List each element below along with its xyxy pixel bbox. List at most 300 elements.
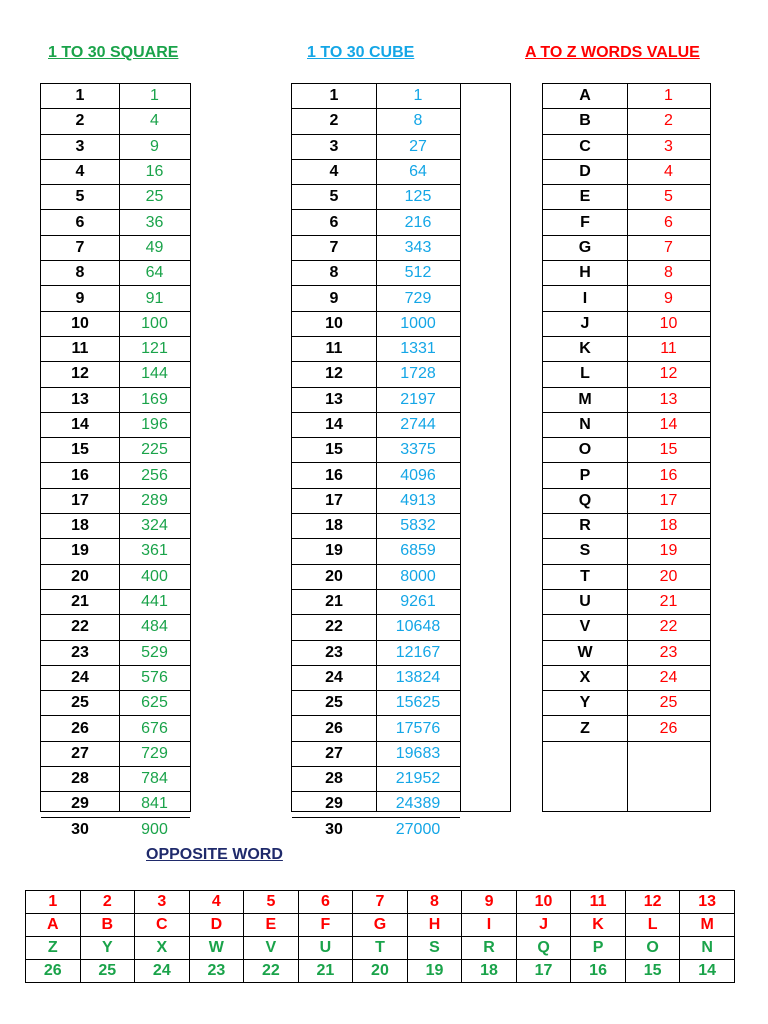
cube-row-value: 343 bbox=[376, 235, 460, 260]
square-row bbox=[41, 539, 190, 564]
cube-row-value: 2744 bbox=[376, 412, 460, 437]
opposite-cell: 1 bbox=[26, 891, 81, 914]
square-row-value: 36 bbox=[119, 210, 190, 235]
cube-row-key: 16 bbox=[292, 463, 376, 488]
opposite-cell: 26 bbox=[26, 960, 81, 983]
letter-row-key: K bbox=[543, 336, 627, 361]
square-row-value: 256 bbox=[119, 463, 190, 488]
cube-row-value: 1331 bbox=[376, 336, 460, 361]
opposite-cell: W bbox=[189, 937, 244, 960]
square-row-key: 14 bbox=[41, 412, 119, 437]
square-row bbox=[41, 185, 190, 210]
square-row bbox=[41, 261, 190, 286]
letter-row-key: A bbox=[543, 84, 627, 109]
cube-row bbox=[292, 767, 460, 792]
opposite-cell: Q bbox=[516, 937, 571, 960]
letter-row-value: 25 bbox=[627, 691, 710, 716]
letter-row-key: W bbox=[543, 640, 627, 665]
square-row bbox=[41, 438, 190, 463]
square-row-value: 225 bbox=[119, 438, 190, 463]
cube-row-value: 729 bbox=[376, 286, 460, 311]
letter-row-value: 4 bbox=[627, 159, 710, 184]
square-row-value: 25 bbox=[119, 185, 190, 210]
opposite-reverse-letter-row bbox=[26, 937, 735, 960]
square-row bbox=[41, 109, 190, 134]
cube-row bbox=[292, 817, 460, 842]
square-row-key: 24 bbox=[41, 665, 119, 690]
cube-heading: 1 TO 30 CUBE bbox=[307, 44, 415, 61]
letter-row-key: M bbox=[543, 387, 627, 412]
opposite-cell: 6 bbox=[298, 891, 353, 914]
letter-row-value: 6 bbox=[627, 210, 710, 235]
opposite-cell: D bbox=[189, 914, 244, 937]
letter-row-key: Y bbox=[543, 691, 627, 716]
opposite-cell: 21 bbox=[298, 960, 353, 983]
square-row-value: 121 bbox=[119, 336, 190, 361]
square-row bbox=[41, 615, 190, 640]
cube-row-key: 7 bbox=[292, 235, 376, 260]
opposite-cell: J bbox=[516, 914, 571, 937]
opposite-cell: 16 bbox=[571, 960, 626, 983]
opposite-cell: E bbox=[244, 914, 299, 937]
cube-row-value: 21952 bbox=[376, 767, 460, 792]
square-row-key: 19 bbox=[41, 539, 119, 564]
letter-row-value: 14 bbox=[627, 412, 710, 437]
square-row-key: 9 bbox=[41, 286, 119, 311]
letter-row-value: 18 bbox=[627, 514, 710, 539]
square-row-value: 64 bbox=[119, 261, 190, 286]
cube-row-value: 6859 bbox=[376, 539, 460, 564]
square-row-key: 17 bbox=[41, 488, 119, 513]
opposite-reverse-number-row bbox=[26, 960, 735, 983]
letter-row bbox=[543, 210, 710, 235]
opposite-cell: M bbox=[680, 914, 735, 937]
opposite-cell: 8 bbox=[407, 891, 462, 914]
opposite-cell: 19 bbox=[407, 960, 462, 983]
square-row bbox=[41, 716, 190, 741]
cube-row-value: 12167 bbox=[376, 640, 460, 665]
square-row-key: 4 bbox=[41, 159, 119, 184]
cube-row-value: 10648 bbox=[376, 615, 460, 640]
letter-row bbox=[543, 564, 710, 589]
cube-row-key: 22 bbox=[292, 615, 376, 640]
square-row-key: 3 bbox=[41, 134, 119, 159]
letter-row-key: X bbox=[543, 665, 627, 690]
cube-table bbox=[291, 83, 511, 838]
cube-row-key: 29 bbox=[292, 792, 376, 817]
cube-row-value: 1728 bbox=[376, 362, 460, 387]
square-row bbox=[41, 741, 190, 766]
letter-row-value: 24 bbox=[627, 665, 710, 690]
square-row-key: 23 bbox=[41, 640, 119, 665]
letter-row-key: C bbox=[543, 134, 627, 159]
letter-row-key: P bbox=[543, 463, 627, 488]
square-row bbox=[41, 488, 190, 513]
opposite-cell: V bbox=[244, 937, 299, 960]
letter-row bbox=[543, 463, 710, 488]
alphabet-value-table bbox=[542, 83, 711, 812]
cube-row-value: 216 bbox=[376, 210, 460, 235]
letter-row-value: 21 bbox=[627, 589, 710, 614]
cube-row bbox=[292, 210, 460, 235]
opposite-cell: K bbox=[571, 914, 626, 937]
cube-row bbox=[292, 412, 460, 437]
square-row-key: 8 bbox=[41, 261, 119, 286]
cube-row-value: 4096 bbox=[376, 463, 460, 488]
cube-row bbox=[292, 109, 460, 134]
letter-row-key: O bbox=[543, 438, 627, 463]
letter-row-key: Q bbox=[543, 488, 627, 513]
opposite-cell: A bbox=[26, 914, 81, 937]
cube-row bbox=[292, 84, 460, 109]
cube-row-key: 17 bbox=[292, 488, 376, 513]
cube-row-key: 1 bbox=[292, 84, 376, 109]
square-row-key: 21 bbox=[41, 589, 119, 614]
square-row-value: 484 bbox=[119, 615, 190, 640]
letter-row-value: 23 bbox=[627, 640, 710, 665]
square-row bbox=[41, 640, 190, 665]
cube-row bbox=[292, 691, 460, 716]
letter-row-key: H bbox=[543, 261, 627, 286]
letter-row-value: 11 bbox=[627, 336, 710, 361]
square-row bbox=[41, 159, 190, 184]
square-row-value: 196 bbox=[119, 412, 190, 437]
letter-row-value: 1 bbox=[627, 84, 710, 109]
cube-row-key: 18 bbox=[292, 514, 376, 539]
cube-row-key: 9 bbox=[292, 286, 376, 311]
letter-row-key: S bbox=[543, 539, 627, 564]
square-row bbox=[41, 463, 190, 488]
cube-row-key: 8 bbox=[292, 261, 376, 286]
square-row-key: 5 bbox=[41, 185, 119, 210]
letter-row bbox=[543, 109, 710, 134]
opposite-cell: 15 bbox=[625, 960, 680, 983]
square-row-value: 324 bbox=[119, 514, 190, 539]
opposite-cell: Z bbox=[26, 937, 81, 960]
square-row-key: 6 bbox=[41, 210, 119, 235]
square-table bbox=[40, 83, 191, 838]
cube-row-key: 26 bbox=[292, 716, 376, 741]
square-row-key: 15 bbox=[41, 438, 119, 463]
cube-row-value: 9261 bbox=[376, 589, 460, 614]
cube-row-value: 512 bbox=[376, 261, 460, 286]
opposite-cell: R bbox=[462, 937, 517, 960]
letter-row-value: 20 bbox=[627, 564, 710, 589]
letter-row bbox=[543, 286, 710, 311]
cube-row-key: 23 bbox=[292, 640, 376, 665]
cube-row-key: 19 bbox=[292, 539, 376, 564]
letter-row-value: 26 bbox=[627, 716, 710, 741]
letter-row-key: G bbox=[543, 235, 627, 260]
square-row-value: 1 bbox=[119, 84, 190, 109]
square-row-value: 529 bbox=[119, 640, 190, 665]
opposite-cell: 9 bbox=[462, 891, 517, 914]
opposite-cell: 20 bbox=[353, 960, 408, 983]
opposite-cell: X bbox=[135, 937, 190, 960]
square-row-value: 576 bbox=[119, 665, 190, 690]
square-row-key: 16 bbox=[41, 463, 119, 488]
cube-row-value: 13824 bbox=[376, 665, 460, 690]
opposite-cell: C bbox=[135, 914, 190, 937]
opposite-heading: OPPOSITE WORD bbox=[146, 846, 283, 863]
cube-row-key: 28 bbox=[292, 767, 376, 792]
square-row bbox=[41, 412, 190, 437]
cube-row bbox=[292, 488, 460, 513]
letter-row-value: 2 bbox=[627, 109, 710, 134]
opposite-cell: 13 bbox=[680, 891, 735, 914]
square-row-key: 18 bbox=[41, 514, 119, 539]
cube-row-key: 14 bbox=[292, 412, 376, 437]
letter-row bbox=[543, 640, 710, 665]
cube-row-key: 30 bbox=[325, 820, 343, 838]
cube-row bbox=[292, 665, 460, 690]
letter-row-value: 9 bbox=[627, 286, 710, 311]
cube-row-key: 25 bbox=[292, 691, 376, 716]
cube-row bbox=[292, 640, 460, 665]
letter-row-key: F bbox=[543, 210, 627, 235]
cube-row-value: 64 bbox=[376, 159, 460, 184]
square-row bbox=[41, 514, 190, 539]
opposite-cell: 5 bbox=[244, 891, 299, 914]
square-row-value: 16 bbox=[119, 159, 190, 184]
square-row-key: 26 bbox=[41, 716, 119, 741]
square-row bbox=[41, 235, 190, 260]
opposite-cell: Y bbox=[80, 937, 135, 960]
opposite-cell: G bbox=[353, 914, 408, 937]
column-divider bbox=[460, 84, 461, 811]
letter-row bbox=[543, 311, 710, 336]
letter-row-key: I bbox=[543, 286, 627, 311]
cube-row-value: 15625 bbox=[376, 691, 460, 716]
square-row-key: 10 bbox=[41, 311, 119, 336]
letter-row bbox=[543, 438, 710, 463]
cube-row bbox=[292, 741, 460, 766]
letter-row-key: N bbox=[543, 412, 627, 437]
square-row-value: 49 bbox=[119, 235, 190, 260]
square-row-key: 1 bbox=[41, 84, 119, 109]
letter-row bbox=[543, 665, 710, 690]
opposite-cell: 22 bbox=[244, 960, 299, 983]
letter-row bbox=[543, 589, 710, 614]
opposite-cell: 14 bbox=[680, 960, 735, 983]
letter-row-key: E bbox=[543, 185, 627, 210]
letter-row-key: J bbox=[543, 311, 627, 336]
opposite-number-row bbox=[26, 891, 735, 914]
cube-row bbox=[292, 261, 460, 286]
letter-row-key: L bbox=[543, 362, 627, 387]
letter-row bbox=[543, 185, 710, 210]
square-row bbox=[41, 691, 190, 716]
cube-row bbox=[292, 463, 460, 488]
cube-row-key: 15 bbox=[292, 438, 376, 463]
cube-row bbox=[292, 539, 460, 564]
cube-row-key: 6 bbox=[292, 210, 376, 235]
cube-row-value: 8 bbox=[376, 109, 460, 134]
square-row bbox=[41, 336, 190, 361]
square-row bbox=[41, 589, 190, 614]
opposite-cell: N bbox=[680, 937, 735, 960]
cube-row-value: 5832 bbox=[376, 514, 460, 539]
square-row-key: 11 bbox=[41, 336, 119, 361]
square-row-value: 9 bbox=[119, 134, 190, 159]
square-row-value: 784 bbox=[119, 767, 190, 792]
cube-row-key: 12 bbox=[292, 362, 376, 387]
square-row-value: 625 bbox=[119, 691, 190, 716]
letter-row-key: T bbox=[543, 564, 627, 589]
opposite-cell: 12 bbox=[625, 891, 680, 914]
cube-row bbox=[292, 792, 460, 817]
cube-row bbox=[292, 589, 460, 614]
square-row-key: 30 bbox=[71, 820, 89, 838]
cube-row bbox=[292, 564, 460, 589]
square-row bbox=[41, 210, 190, 235]
cube-row-value: 27 bbox=[376, 134, 460, 159]
letter-row bbox=[543, 84, 710, 109]
cube-row-value: 17576 bbox=[376, 716, 460, 741]
square-row bbox=[41, 387, 190, 412]
cube-row-key: 20 bbox=[292, 564, 376, 589]
cube-row bbox=[292, 311, 460, 336]
cube-row-value: 1 bbox=[376, 84, 460, 109]
opposite-cell: O bbox=[625, 937, 680, 960]
cube-row bbox=[292, 387, 460, 412]
alphabet-heading: A TO Z WORDS VALUE bbox=[525, 44, 700, 61]
square-row bbox=[41, 817, 190, 842]
letter-row-value: 8 bbox=[627, 261, 710, 286]
letter-row-value: 3 bbox=[627, 134, 710, 159]
square-row-value: 441 bbox=[119, 589, 190, 614]
square-row-key: 2 bbox=[41, 109, 119, 134]
letter-row-key: V bbox=[543, 615, 627, 640]
letter-row-value: 19 bbox=[627, 539, 710, 564]
letter-row bbox=[543, 362, 710, 387]
square-row-value: 4 bbox=[119, 109, 190, 134]
letter-row-value: 17 bbox=[627, 488, 710, 513]
cube-row-value: 4913 bbox=[376, 488, 460, 513]
cube-row-value: 3375 bbox=[376, 438, 460, 463]
letter-row-value: 7 bbox=[627, 235, 710, 260]
square-row-value: 91 bbox=[119, 286, 190, 311]
cube-row bbox=[292, 185, 460, 210]
cube-row-value: 24389 bbox=[376, 792, 460, 817]
cube-row-key: 2 bbox=[292, 109, 376, 134]
cube-row-value: 2197 bbox=[376, 387, 460, 412]
cube-row-value: 8000 bbox=[376, 564, 460, 589]
letter-row bbox=[543, 488, 710, 513]
cube-row bbox=[292, 514, 460, 539]
square-row-key: 22 bbox=[41, 615, 119, 640]
square-heading: 1 TO 30 SQUARE bbox=[48, 44, 179, 61]
letter-row bbox=[543, 235, 710, 260]
opposite-cell: 23 bbox=[189, 960, 244, 983]
square-row-value: 729 bbox=[119, 741, 190, 766]
letter-row bbox=[543, 539, 710, 564]
square-row-key: 7 bbox=[41, 235, 119, 260]
opposite-cell: 24 bbox=[135, 960, 190, 983]
square-row bbox=[41, 311, 190, 336]
square-row-key: 28 bbox=[41, 767, 119, 792]
opposite-cell: 4 bbox=[189, 891, 244, 914]
cube-row-value: 19683 bbox=[376, 741, 460, 766]
opposite-cell: 10 bbox=[516, 891, 571, 914]
opposite-cell: 3 bbox=[135, 891, 190, 914]
opposite-cell: I bbox=[462, 914, 517, 937]
letter-row-value: 16 bbox=[627, 463, 710, 488]
opposite-cell: 17 bbox=[516, 960, 571, 983]
cube-row-key: 11 bbox=[292, 336, 376, 361]
cube-row bbox=[292, 134, 460, 159]
opposite-letter-row bbox=[26, 914, 735, 937]
cube-row-key: 13 bbox=[292, 387, 376, 412]
letter-row bbox=[543, 691, 710, 716]
square-row-value: 841 bbox=[119, 792, 190, 817]
letter-row bbox=[543, 514, 710, 539]
cube-row-key: 3 bbox=[292, 134, 376, 159]
letter-row-value: 22 bbox=[627, 615, 710, 640]
letter-row bbox=[543, 134, 710, 159]
cube-row-key: 5 bbox=[292, 185, 376, 210]
cube-row-value: 27000 bbox=[395, 820, 441, 838]
square-row-value: 169 bbox=[119, 387, 190, 412]
cube-row bbox=[292, 336, 460, 361]
cube-row-value: 1000 bbox=[376, 311, 460, 336]
cube-row-key: 10 bbox=[292, 311, 376, 336]
square-row bbox=[41, 665, 190, 690]
letter-row bbox=[543, 159, 710, 184]
square-row-value: 289 bbox=[119, 488, 190, 513]
cube-row bbox=[292, 159, 460, 184]
cube-row bbox=[292, 438, 460, 463]
letter-row bbox=[543, 716, 710, 741]
opposite-cell: 7 bbox=[353, 891, 408, 914]
square-row bbox=[41, 286, 190, 311]
cube-row bbox=[292, 235, 460, 260]
square-row bbox=[41, 84, 190, 109]
letter-row-key: Z bbox=[543, 716, 627, 741]
square-row-value: 100 bbox=[119, 311, 190, 336]
square-row-value: 676 bbox=[119, 716, 190, 741]
square-row-value: 144 bbox=[119, 362, 190, 387]
cube-row bbox=[292, 362, 460, 387]
letter-row-key: R bbox=[543, 514, 627, 539]
letter-row bbox=[543, 412, 710, 437]
opposite-cell: F bbox=[298, 914, 353, 937]
square-row-key: 25 bbox=[41, 691, 119, 716]
letter-row-key: U bbox=[543, 589, 627, 614]
square-row bbox=[41, 792, 190, 817]
letter-row bbox=[543, 615, 710, 640]
opposite-cell: 2 bbox=[80, 891, 135, 914]
letter-row-value: 13 bbox=[627, 387, 710, 412]
opposite-cell: U bbox=[298, 937, 353, 960]
square-row bbox=[41, 134, 190, 159]
square-row bbox=[41, 564, 190, 589]
square-row bbox=[41, 767, 190, 792]
letter-row bbox=[543, 261, 710, 286]
opposite-cell: L bbox=[625, 914, 680, 937]
opposite-word-table bbox=[25, 890, 735, 983]
letter-row-key: D bbox=[543, 159, 627, 184]
letter-row-key: B bbox=[543, 109, 627, 134]
cube-row-value: 125 bbox=[376, 185, 460, 210]
square-row-key: 27 bbox=[41, 741, 119, 766]
opposite-cell: 25 bbox=[80, 960, 135, 983]
letter-row-value: 15 bbox=[627, 438, 710, 463]
opposite-cell: T bbox=[353, 937, 408, 960]
square-row-key: 12 bbox=[41, 362, 119, 387]
square-row-value: 361 bbox=[119, 539, 190, 564]
cube-row bbox=[292, 286, 460, 311]
